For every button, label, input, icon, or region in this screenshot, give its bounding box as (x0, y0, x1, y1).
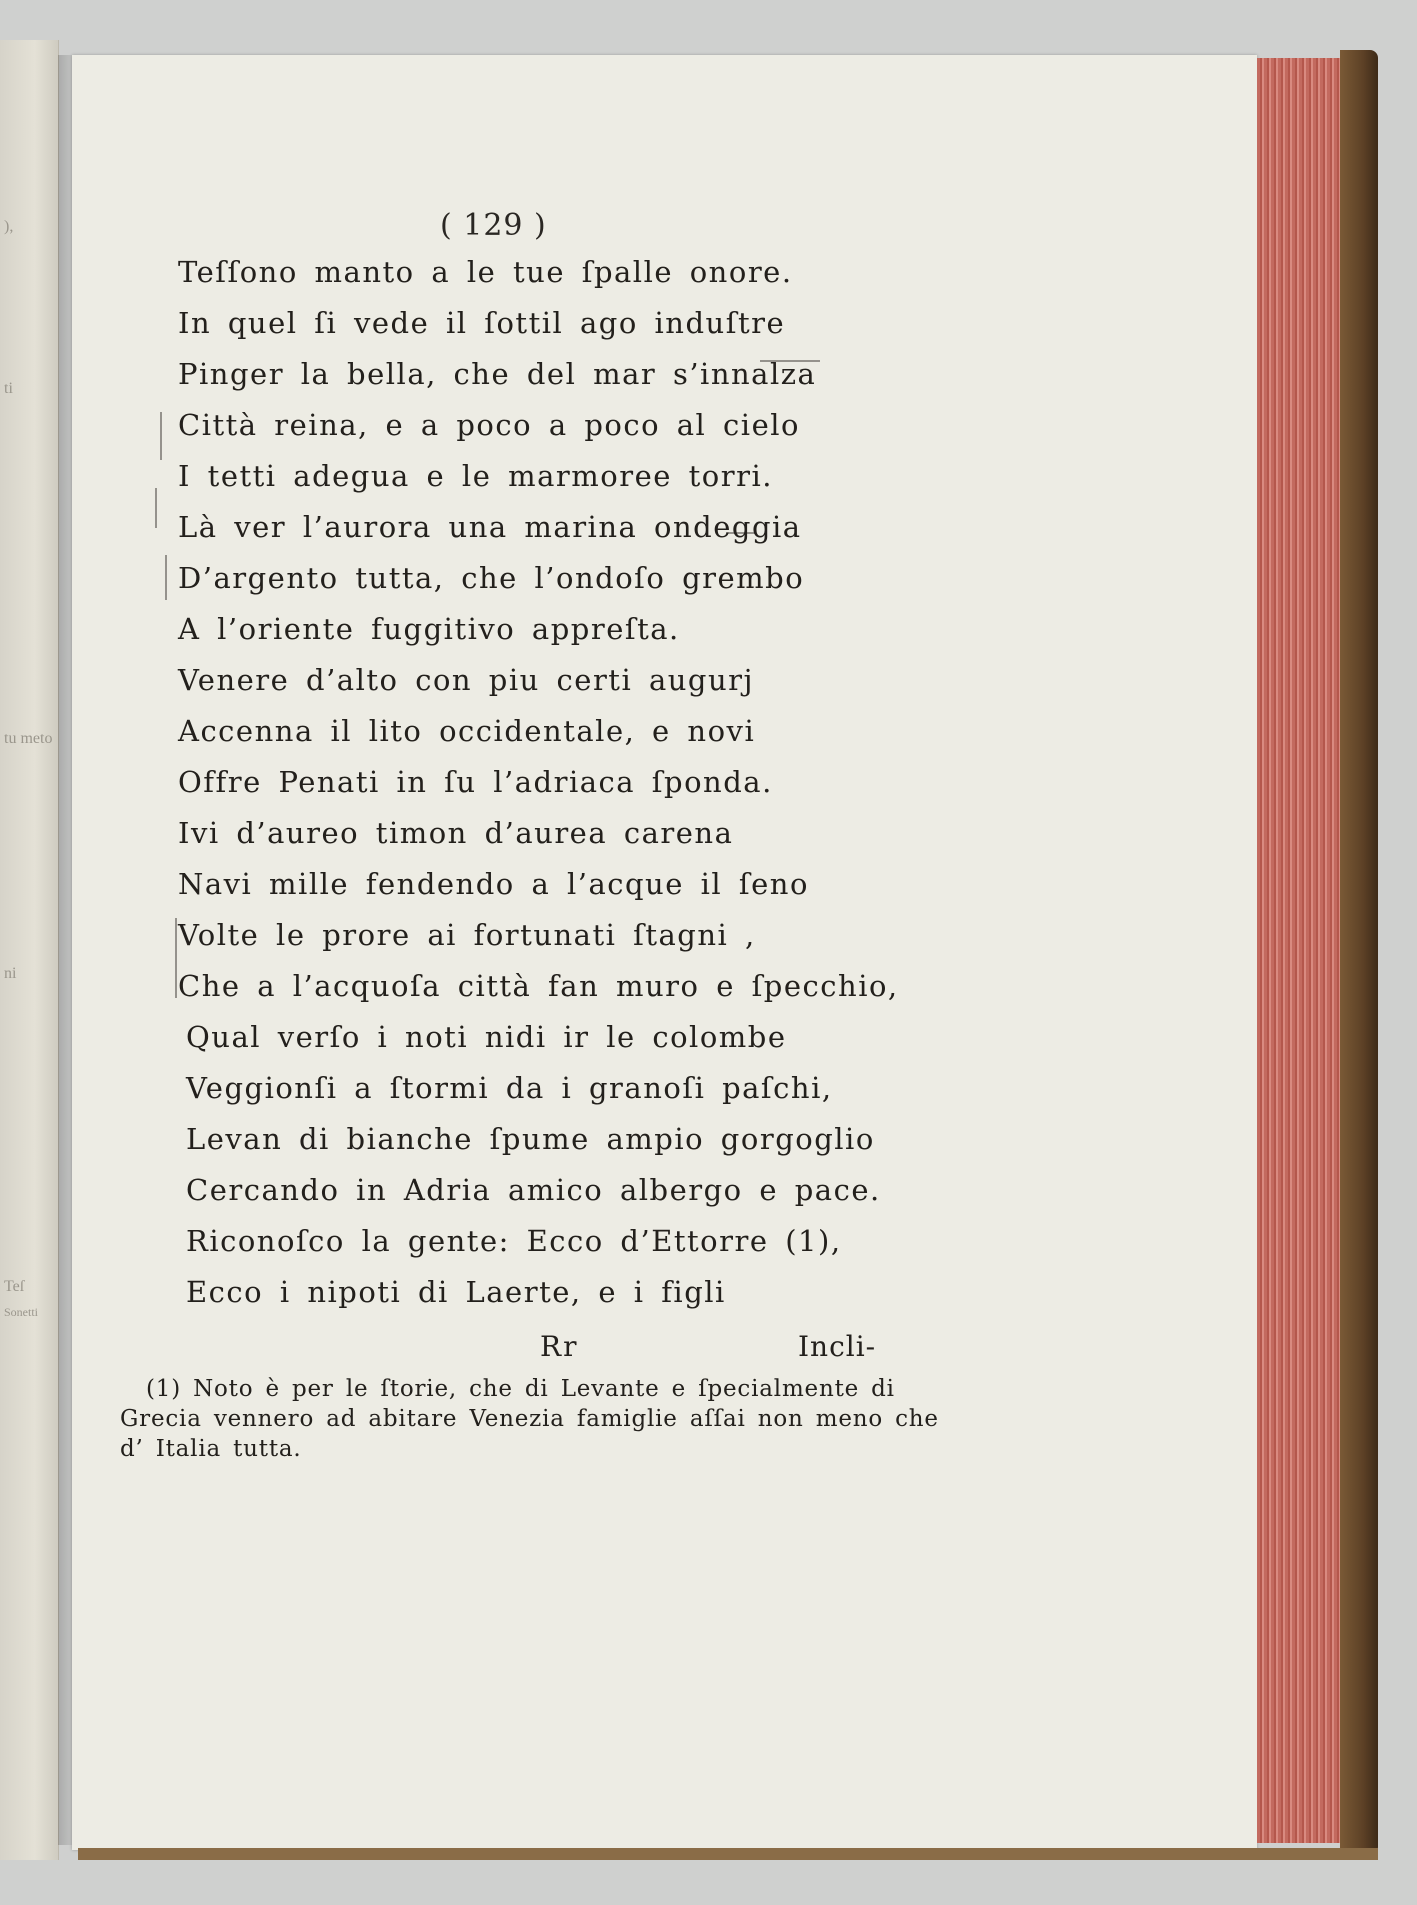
bleed-through (800, 255, 810, 755)
signature-mark: Rr (540, 1330, 579, 1363)
verse-line: Levan di bianche ſpume ampio gorgoglio (186, 1122, 875, 1156)
page-edges (1257, 58, 1347, 1843)
left-page-fragment: ni (4, 965, 17, 982)
left-page-fragment: Sonetti (4, 1305, 39, 1319)
verse-line: I tetti adegua e le marmoree torri. (178, 459, 773, 493)
pencil-mark (175, 918, 177, 998)
left-page-fragment: tu meto (4, 730, 53, 747)
verse-line: Volte le prore ai fortunati ſtagni , (178, 918, 756, 952)
left-page-fragment: Teſ (4, 1278, 25, 1295)
verse-line: D’argento tutta, che l’ondoſo grembo (178, 561, 805, 595)
verse-line: Qual verſo i noti nidi ir le colombe (186, 1020, 787, 1054)
verse-line: Pinger la bella, che del mar s’innalza (178, 357, 817, 391)
pencil-mark (160, 412, 162, 460)
verse-line: Venere d’alto con piu certi augurj (178, 663, 755, 697)
verse-line: Città reina, e a poco a poco al cielo (178, 408, 800, 442)
verse-line: Ecco i nipoti di Laerte, e i figli (186, 1275, 726, 1309)
verse-line: In quel ſi vede il ſottil ago induſtre (178, 306, 786, 340)
verse-line: Teſſono manto a le tue ſpalle onore. (178, 255, 793, 289)
verse-line: Là ver l’aurora una marina ondeggia (178, 510, 802, 544)
pencil-mark (155, 488, 157, 528)
book-cover (1340, 50, 1378, 1855)
verse-line: Accenna il lito occidentale, e novi (178, 714, 756, 748)
verse-line: Riconoſco la gente: Ecco d’Ettorre (1), (186, 1224, 842, 1258)
book-cover-bottom (78, 1848, 1378, 1860)
previous-page-edge (0, 40, 59, 1860)
page-number: ( 129 ) (440, 208, 547, 243)
verse-line: Ivi d’aureo timon d’aurea carena (178, 816, 734, 850)
verse-line: A l’oriente fuggitivo appreſta. (178, 612, 680, 646)
footnote-line: Grecia vennero ad abitare Venezia famiglie aſſai non meno che (120, 1406, 939, 1432)
footnote-line: d’ Italia tutta. (120, 1436, 302, 1462)
verse-line: Navi mille fendendo a l’acque il ſeno (178, 867, 809, 901)
catchword: Incli- (798, 1330, 877, 1363)
verse-line: Cercando in Adria amico albergo e pace. (186, 1173, 881, 1207)
footnote-line: (1) Noto è per le ſtorie, che di Levante e ſpecialmente di (146, 1376, 895, 1402)
verse-line: Veggionſi a ſtormi da i granoſi paſchi, (186, 1071, 833, 1105)
verse-line: Che a l’acquoſa città fan muro e ſpecchio, (178, 969, 899, 1003)
pencil-mark (165, 555, 167, 600)
left-page-fragment: ti (4, 380, 13, 397)
verse-line: Offre Penati in ſu l’adriaca ſponda. (178, 765, 773, 799)
left-page-fragment: ), (4, 218, 14, 235)
